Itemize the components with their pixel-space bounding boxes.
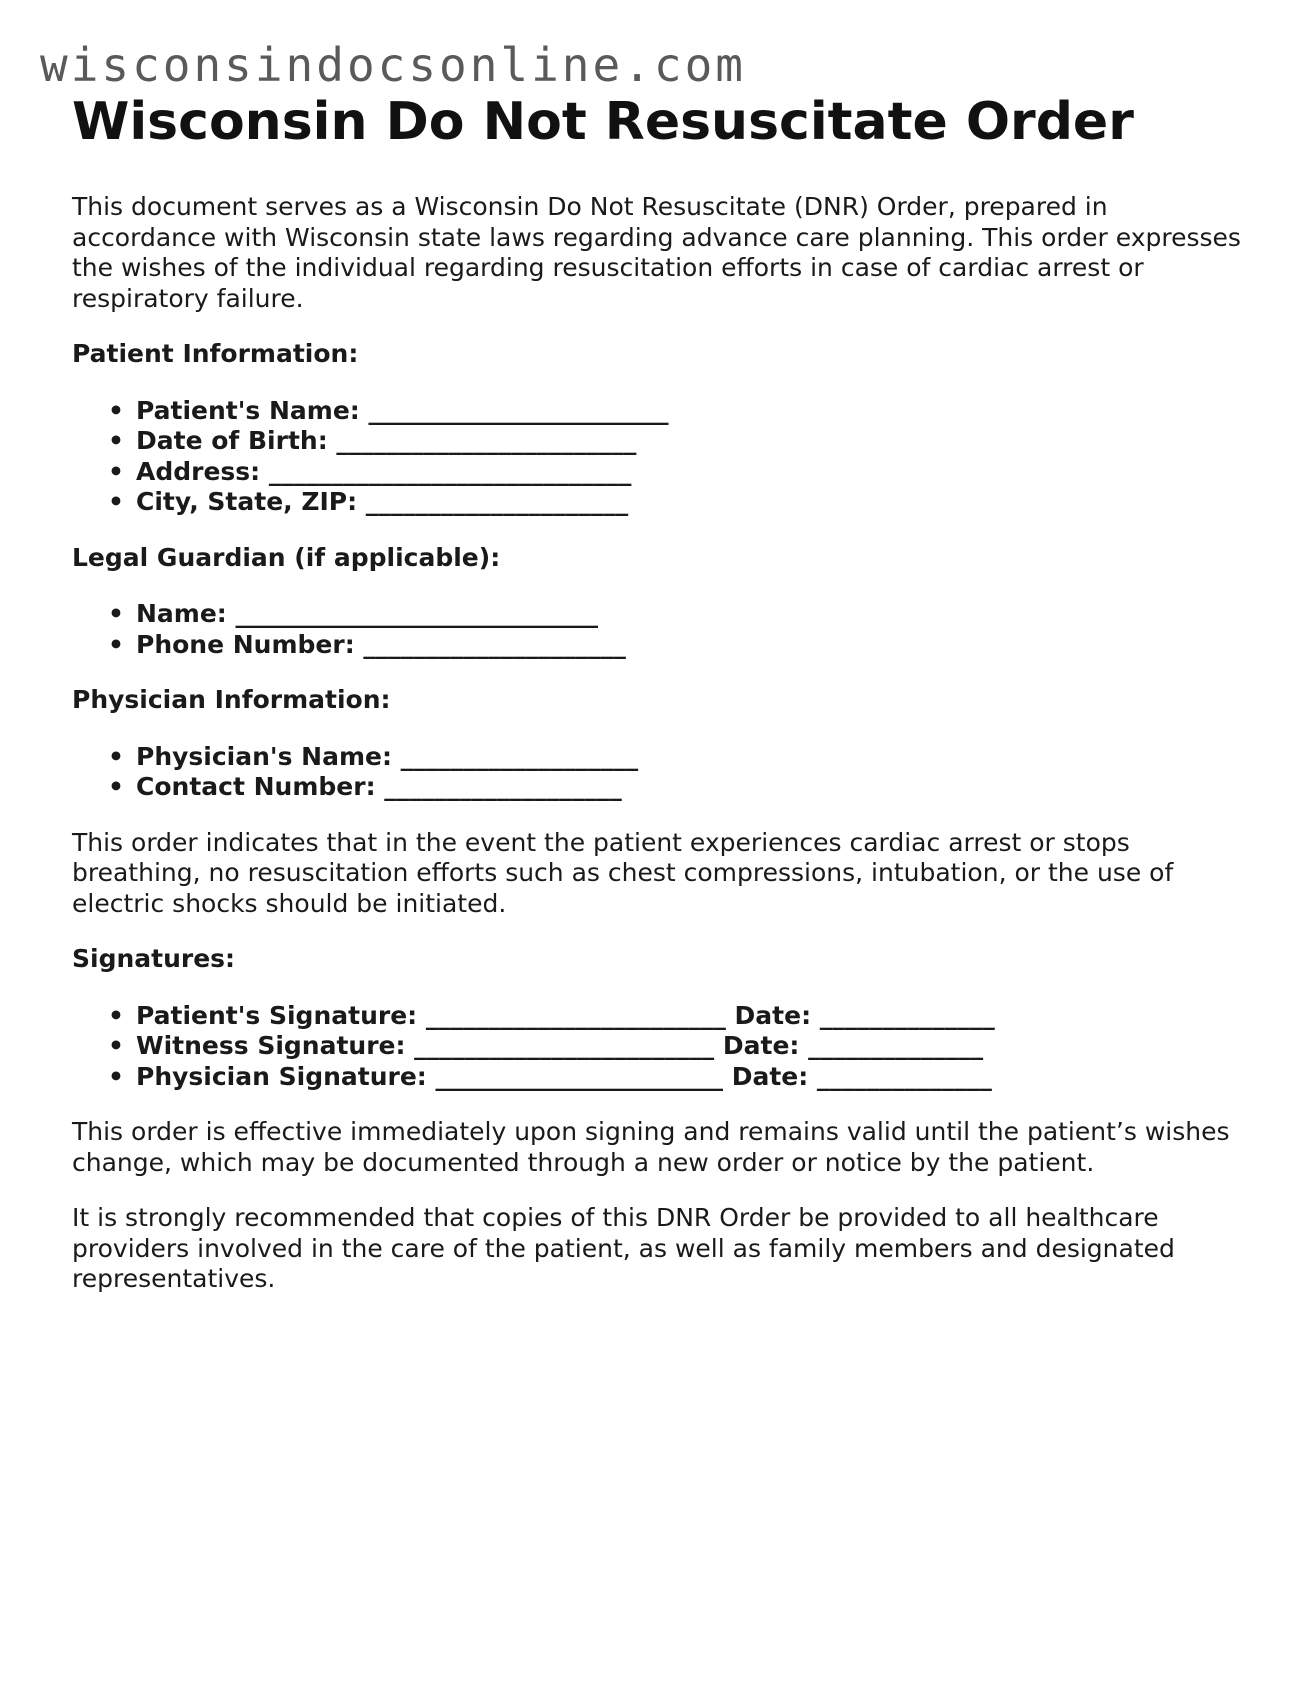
site-watermark: wisconsindocsonline.com (40, 38, 746, 92)
document-page (72, 88, 1252, 1295)
recommendation-paragraph: It is strongly recommended that copies of this DNR Order be provided to all healthcare providers involved in the care of the patient, as well as family members and designated representatives. (72, 1203, 1175, 1293)
signatures-heading: Signatures: (72, 944, 236, 973)
patient-info-heading: Patient Information: (72, 339, 359, 368)
guardian-phone-field: • Phone Number: _____________________ (136, 630, 1252, 661)
physician-signature-field: • Physician Signature: _______________________ Date: ______________ (136, 1062, 1252, 1093)
physician-contact-field: • Contact Number: ___________________ (136, 772, 1252, 803)
witness-signature-field: • Witness Signature: ________________________ Date: ______________ (136, 1031, 1252, 1062)
physician-heading: Physician Information: (72, 685, 391, 714)
city-state-zip-field: • City, State, ZIP: _____________________ (136, 487, 1252, 518)
intro-paragraph: This document serves as a Wisconsin Do Not Resuscitate (DNR) Order, prepared in accordance with Wisconsin state laws regarding advance care planning. This order expresses the wishes of the individual regarding resuscitation efforts in case of cardiac arrest or respiratory failure. (72, 192, 1241, 313)
guardian-list (72, 599, 1252, 660)
date-of-birth-field: • Date of Birth: ________________________ (136, 426, 1252, 457)
physician-name-field: • Physician's Name: ___________________ (136, 742, 1252, 773)
patient-name-field: • Patient's Name: ________________________ (136, 396, 1252, 427)
physician-list (72, 742, 1252, 803)
guardian-name-field: • Name: _____________________________ (136, 599, 1252, 630)
patient-signature-field: • Patient's Signature: ________________________ Date: ______________ (136, 1001, 1252, 1032)
signatures-list (72, 1001, 1252, 1093)
patient-info-list (72, 396, 1252, 518)
guardian-heading: Legal Guardian (if applicable): (72, 542, 501, 572)
document-title: Wisconsin Do Not Resuscitate Order (72, 92, 1134, 152)
effective-statement: This order is effective immediately upon signing and remains valid until the patient’s wishes change, which may be documented through a new order or notice by the patient. (72, 1117, 1230, 1177)
address-field: • Address: _____________________________ (136, 457, 1252, 488)
order-statement: This order indicates that in the event the patient experiences cardiac arrest or stops breathing, no resuscitation efforts such as chest compressions, intubation, or the use of electric shocks should be initiated. (72, 827, 1174, 918)
